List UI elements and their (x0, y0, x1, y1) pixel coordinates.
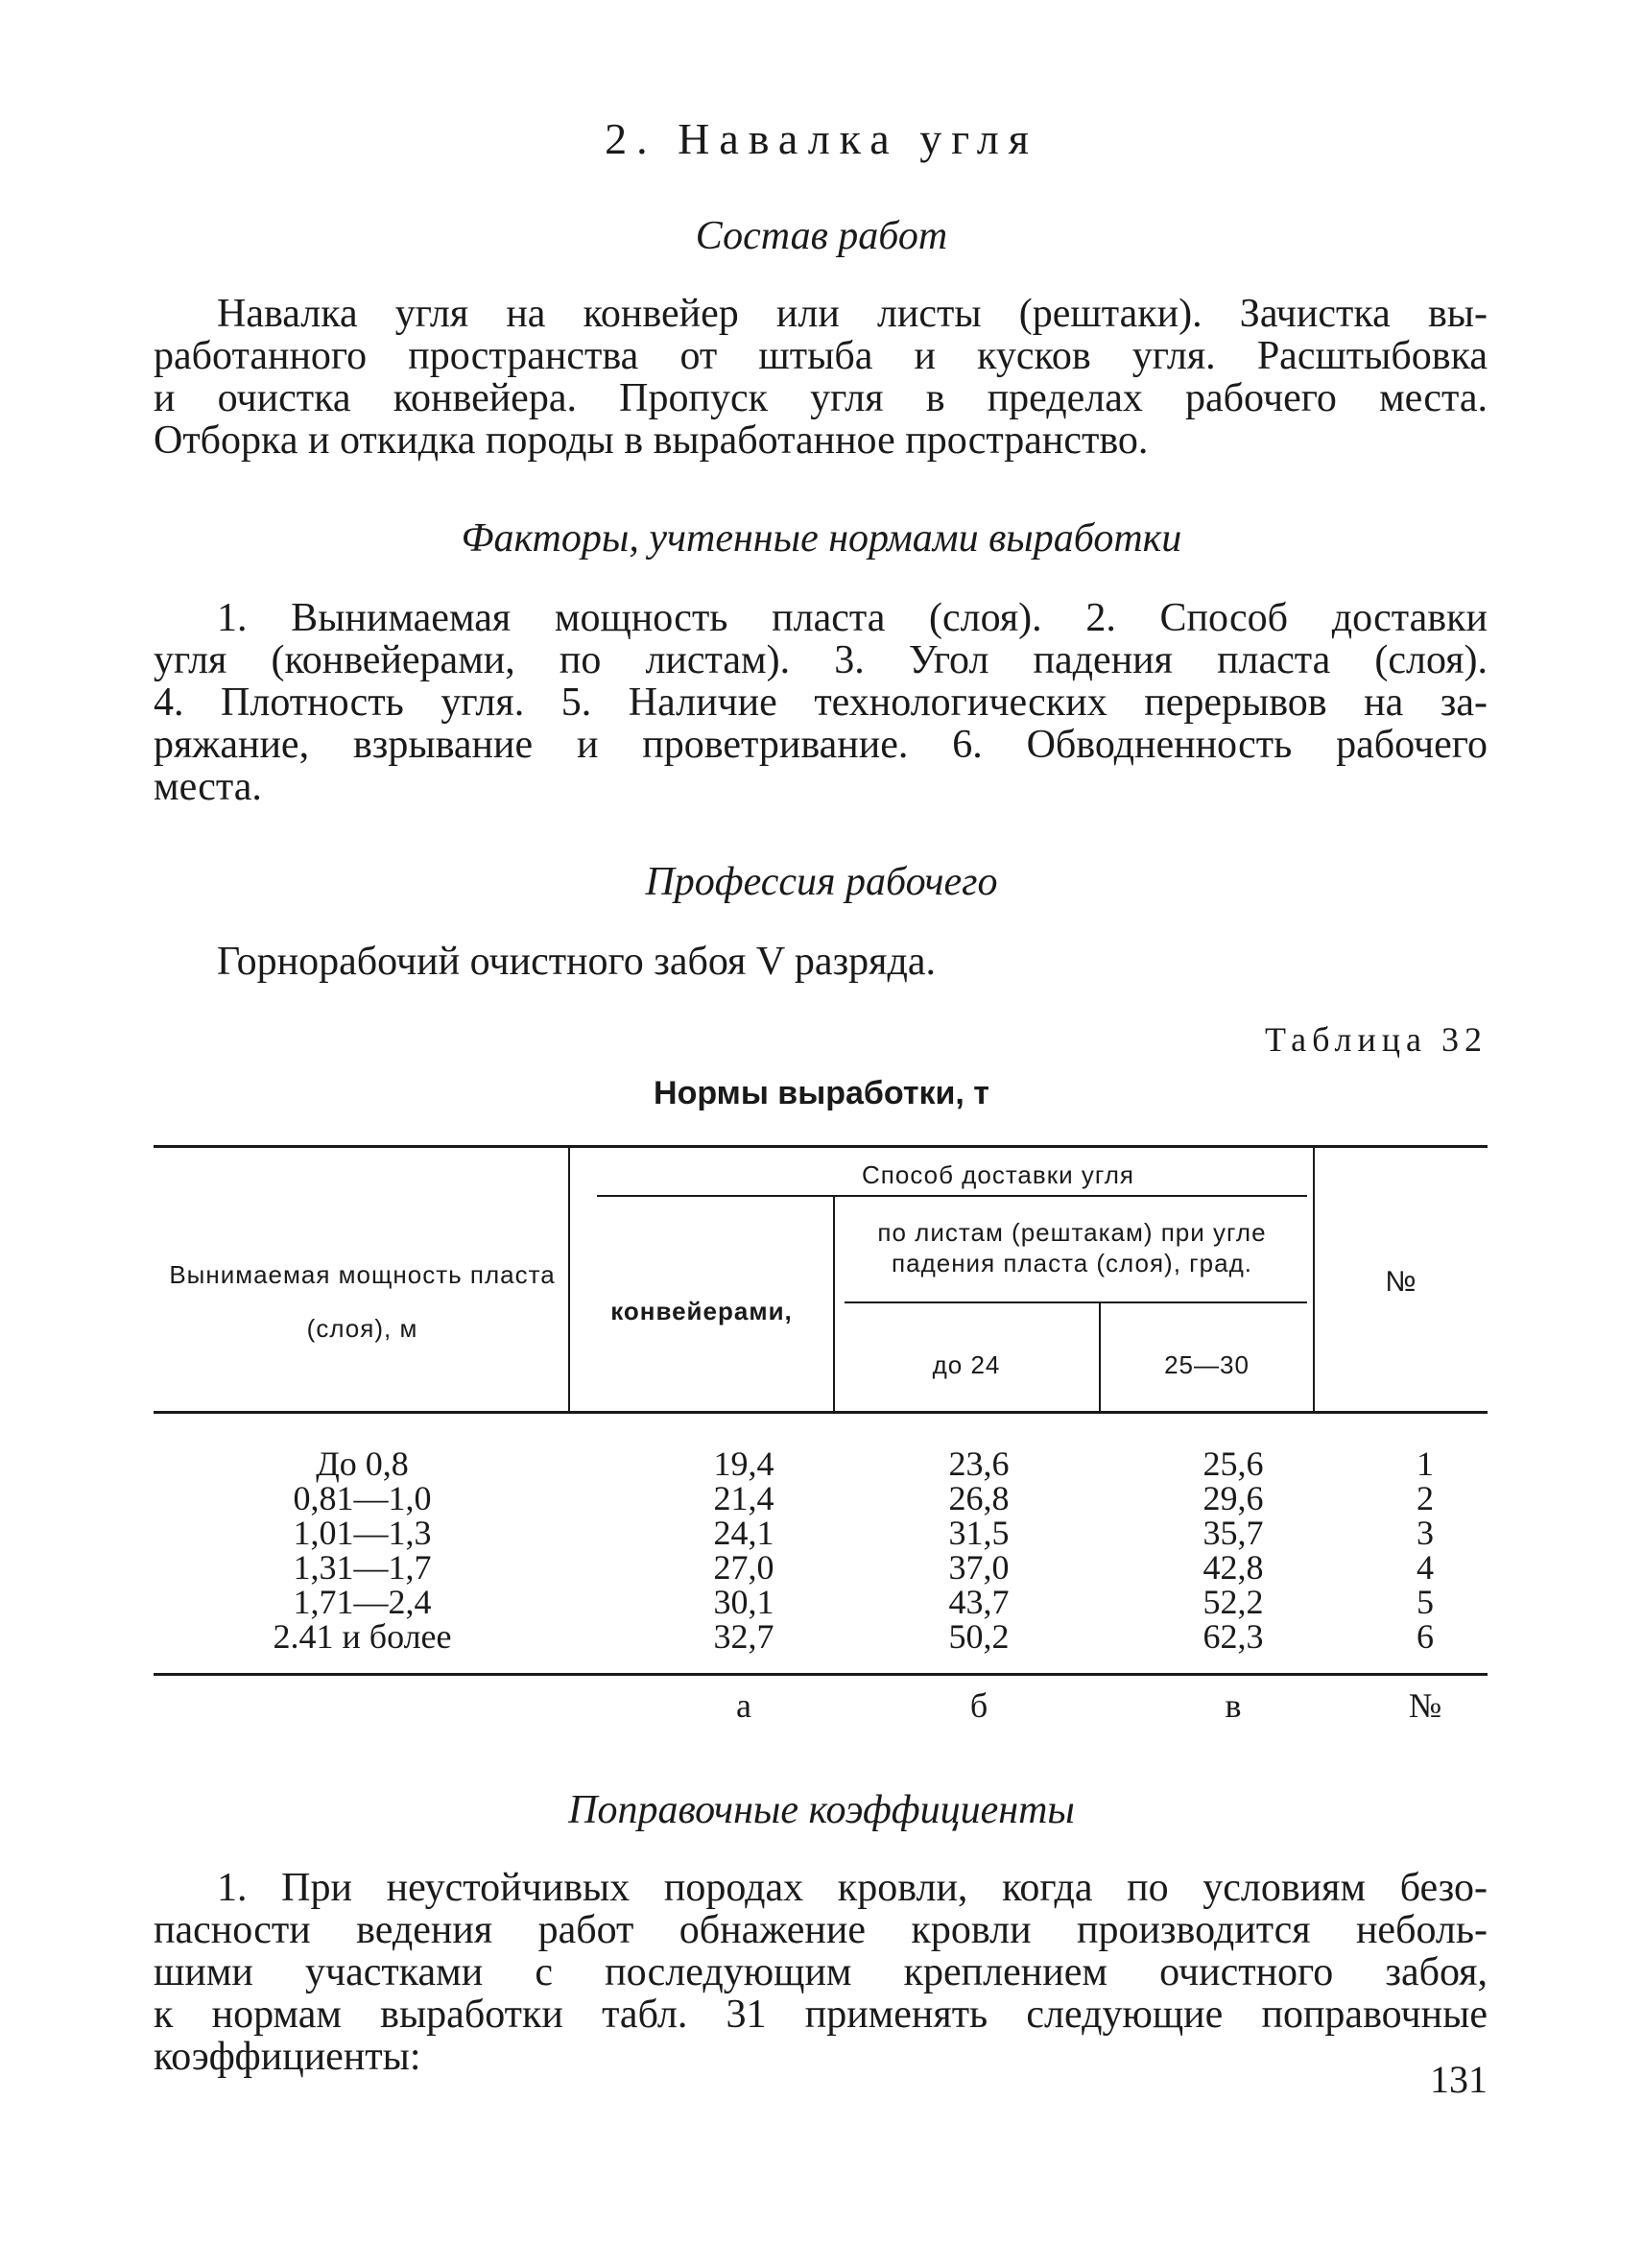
factors-line: ряжание, взрывание и проветривание. 6. Обводненность рабочего (154, 723, 1488, 767)
factors-line: места. (154, 765, 262, 809)
cell-conveyor: 19,4 (713, 1444, 774, 1483)
column-divider (568, 1148, 570, 1411)
sheets-group-rule (845, 1301, 1307, 1303)
column-letter-b: б (969, 1686, 988, 1725)
composition-line: Навалка угля на конвейер или листы (рештаки). Зачистка вы- (217, 292, 1488, 336)
corrections-line: шими участками с последующим креплением очистного забоя, (154, 1950, 1488, 1994)
composition-line: работанного пространства от штыба и кусков угля. Расштыбовка (154, 334, 1488, 378)
factors-line: 4. Плотность угля. 5. Наличие технологических перерывов на за- (154, 680, 1488, 725)
table-bottom-rule (154, 1673, 1488, 1676)
corrections-line: коэффициенты: (154, 2035, 421, 2079)
table-header-rule (154, 1411, 1488, 1414)
cell-upto24: 23,6 (948, 1444, 1010, 1483)
table-title: Нормы выработки, т (654, 1075, 989, 1111)
corrections-title: Поправочные коэффициенты (568, 1788, 1075, 1832)
cell-number: 1 (1417, 1444, 1434, 1483)
cell-upto24: 26,8 (948, 1479, 1010, 1517)
column-divider (833, 1197, 835, 1411)
header-delivery-method: Способ доставки угля (862, 1160, 1134, 1189)
header-conveyors: конвейерами, (610, 1297, 793, 1325)
header-upto24: до 24 (932, 1350, 1001, 1379)
column-divider (1313, 1148, 1315, 1411)
corrections-line: к нормам выработки табл. 31 применять следующие поправочные (154, 1993, 1488, 2037)
cell-upto24: 50,2 (948, 1617, 1010, 1656)
cell-conveyor: 24,1 (713, 1514, 774, 1552)
composition-title: Состав работ (695, 214, 948, 258)
section-heading: 2. Навалка угля (605, 114, 1038, 163)
composition-line: и очистка конвейера. Пропуск угля в пределах рабочего места. (154, 376, 1488, 420)
cell-thickness: 1,31—1,7 (293, 1548, 432, 1587)
cell-25-30: 42,8 (1202, 1548, 1264, 1587)
column-letter-c: в (1225, 1686, 1242, 1725)
cell-conveyor: 30,1 (713, 1583, 774, 1621)
table-top-rule (154, 1145, 1488, 1148)
header-thickness: Вынимаемая мощность пласта (слоя), м (169, 1260, 556, 1343)
page-number: 131 (1430, 2058, 1488, 2101)
cell-25-30: 35,7 (1202, 1514, 1264, 1552)
profession-text: Горнорабочий очистного забоя V разряда. (217, 940, 936, 984)
cell-thickness: До 0,8 (316, 1444, 409, 1483)
factors-title: Факторы, учтенные нормами выработки (461, 516, 1182, 561)
header-sheets: по листам (рештакам) при угле падения пласта (слоя), град. (877, 1218, 1267, 1277)
cell-thickness: 0,81—1,0 (293, 1479, 432, 1517)
cell-conveyor: 27,0 (713, 1548, 774, 1587)
cell-upto24: 37,0 (948, 1548, 1010, 1587)
cell-thickness: 1,71—2,4 (293, 1583, 432, 1621)
cell-upto24: 43,7 (948, 1583, 1010, 1621)
header-25-30: 25—30 (1164, 1350, 1250, 1379)
cell-thickness: 1,01—1,3 (293, 1514, 432, 1552)
cell-upto24: 31,5 (948, 1514, 1010, 1552)
cell-number: 2 (1417, 1479, 1434, 1517)
cell-conveyor: 32,7 (713, 1617, 774, 1656)
cell-25-30: 62,3 (1202, 1617, 1264, 1656)
column-letter-a: а (736, 1686, 751, 1725)
factors-line: угля (конвейерами, по листам). 3. Угол падения пласта (слоя). (154, 638, 1488, 682)
column-divider (1099, 1303, 1101, 1411)
header-number: № (1385, 1266, 1417, 1298)
cell-thickness: 2.41 и более (273, 1617, 452, 1656)
cell-number: 3 (1417, 1514, 1434, 1552)
factors-line: 1. Вынимаемая мощность пласта (слоя). 2. Способ доставки (217, 596, 1488, 640)
profession-title: Профессия рабочего (645, 860, 998, 904)
cell-number: 6 (1417, 1617, 1434, 1656)
cell-number: 4 (1417, 1548, 1434, 1587)
cell-25-30: 25,6 (1202, 1444, 1264, 1483)
cell-number: 5 (1417, 1583, 1434, 1621)
corrections-line: пасности ведения работ обнажение кровли производится неболь- (154, 1908, 1488, 1952)
table-label: Таблица 32 (1265, 1020, 1488, 1059)
corrections-line: 1. При неустойчивых породах кровли, когда по условиям безо- (217, 1866, 1488, 1910)
column-letter-number: № (1408, 1686, 1442, 1725)
cell-25-30: 52,2 (1202, 1583, 1264, 1621)
cell-conveyor: 21,4 (713, 1479, 774, 1517)
cell-25-30: 29,6 (1202, 1479, 1264, 1517)
delivery-group-rule (597, 1195, 1307, 1197)
composition-line: Отборка и откидка породы в выработанное пространство. (154, 418, 1149, 463)
